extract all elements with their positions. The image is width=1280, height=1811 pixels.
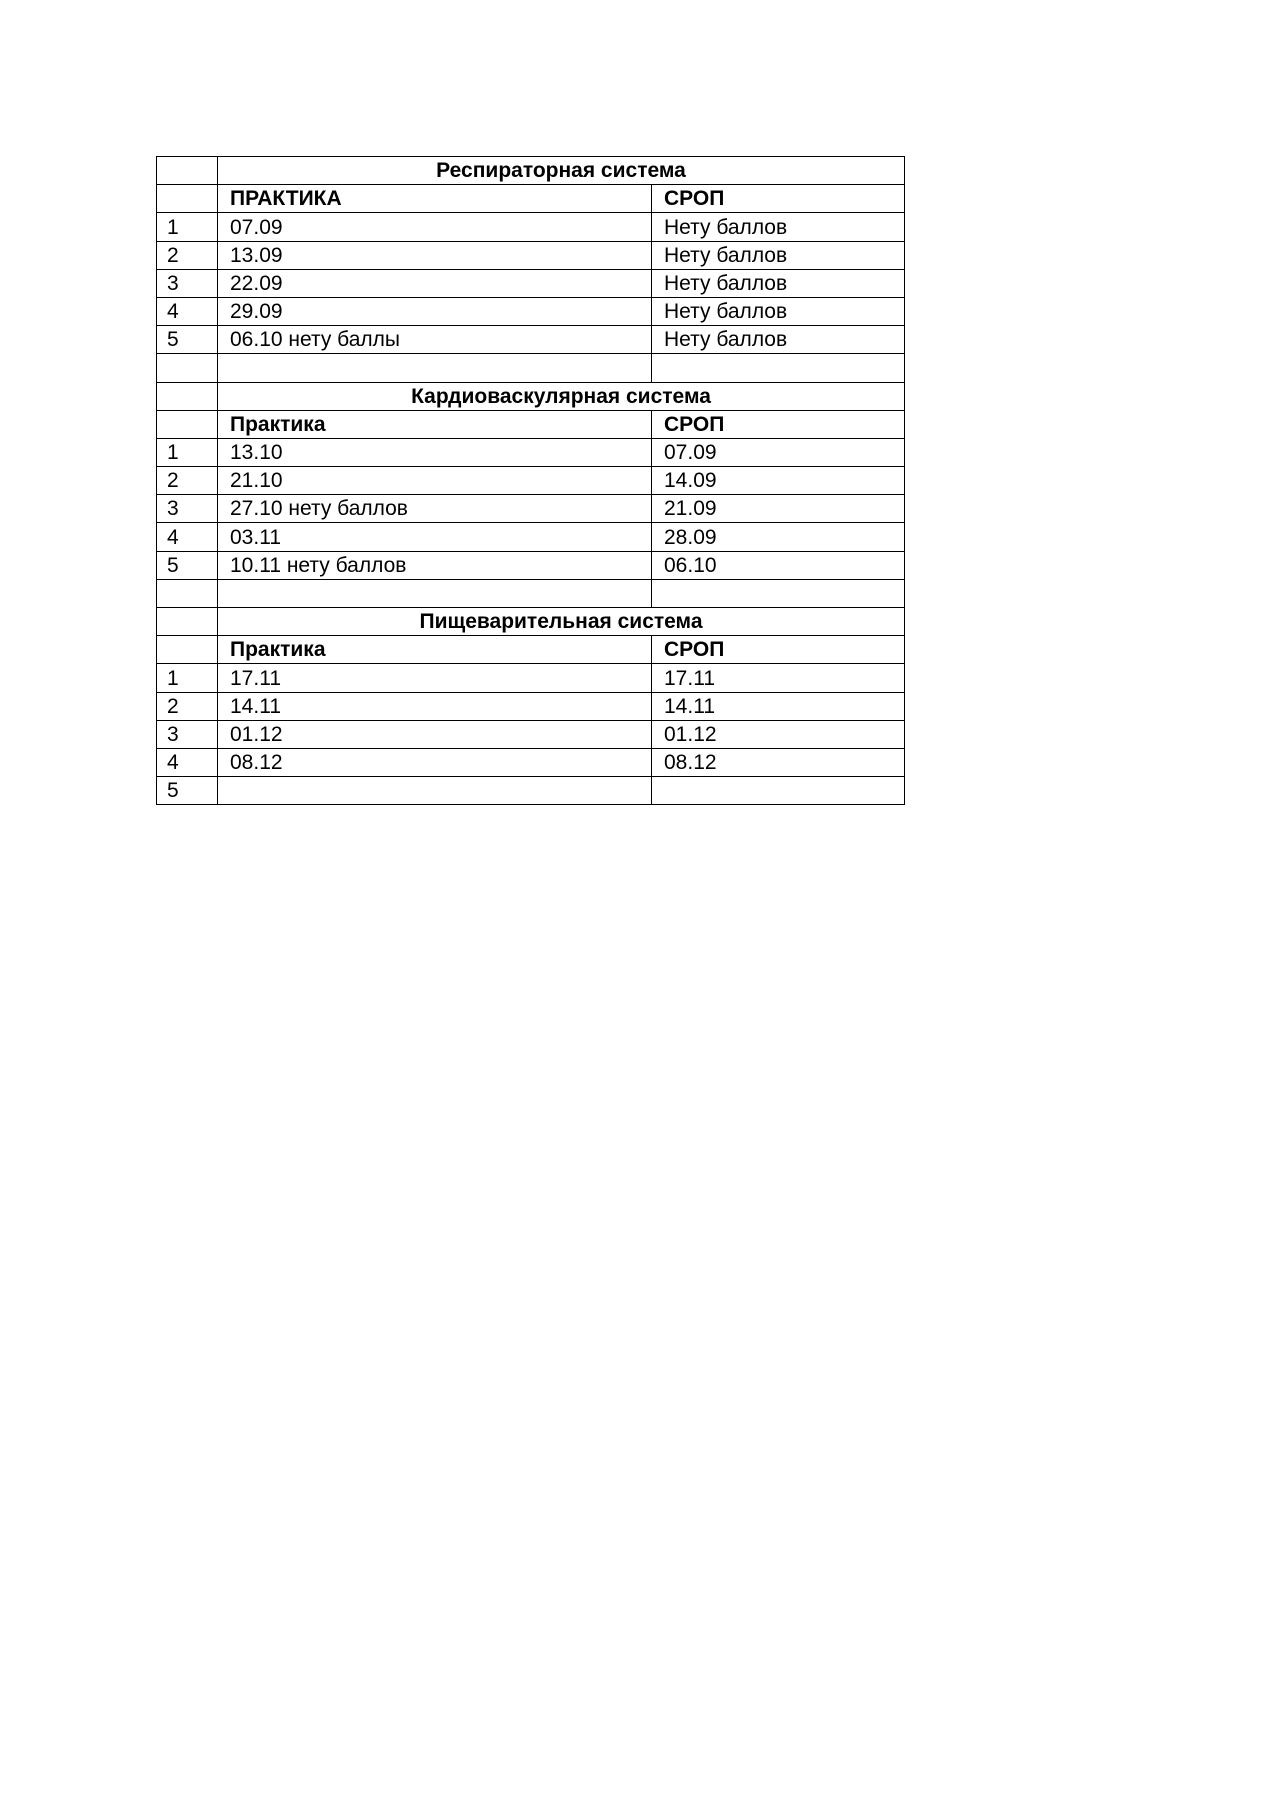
column-header-row	[157, 185, 905, 213]
practice-cell	[218, 777, 652, 805]
practice-cell: 21.10	[218, 467, 652, 495]
column-header-row	[157, 636, 905, 664]
practice-cell: 13.10	[218, 438, 652, 466]
empty-cell	[218, 354, 652, 382]
table-row	[157, 495, 905, 523]
empty-cell	[157, 579, 218, 607]
table-row	[157, 692, 905, 720]
row-number: 3	[157, 495, 218, 523]
srop-cell: Нету баллов	[652, 269, 905, 297]
srop-cell: Нету баллов	[652, 326, 905, 354]
section-title: Кардиоваскулярная система	[218, 382, 905, 410]
table-row	[157, 664, 905, 692]
empty-cell	[157, 354, 218, 382]
practice-cell: 10.11 нету баллов	[218, 551, 652, 579]
column-header-row	[157, 410, 905, 438]
table-row	[157, 326, 905, 354]
empty-cell	[652, 354, 905, 382]
empty-cell	[157, 636, 218, 664]
table-row	[157, 213, 905, 241]
srop-cell	[652, 777, 905, 805]
srop-cell: Нету баллов	[652, 213, 905, 241]
practice-cell: 07.09	[218, 213, 652, 241]
srop-cell: 07.09	[652, 438, 905, 466]
practice-cell: 29.09	[218, 297, 652, 325]
row-number: 4	[157, 297, 218, 325]
empty-cell	[157, 410, 218, 438]
empty-cell	[157, 382, 218, 410]
empty-cell	[157, 157, 218, 185]
section-title-row	[157, 157, 905, 185]
srop-header: СРОП	[652, 636, 905, 664]
row-number: 1	[157, 438, 218, 466]
row-number: 5	[157, 777, 218, 805]
srop-cell: 01.12	[652, 720, 905, 748]
row-number: 5	[157, 326, 218, 354]
practice-cell: 27.10 нету баллов	[218, 495, 652, 523]
practice-cell: 22.09	[218, 269, 652, 297]
practice-cell: 06.10 нету баллы	[218, 326, 652, 354]
srop-header: СРОП	[652, 410, 905, 438]
section-title-row	[157, 608, 905, 636]
srop-cell: 21.09	[652, 495, 905, 523]
srop-cell: 08.12	[652, 748, 905, 776]
practice-header: Практика	[218, 410, 652, 438]
practice-cell: 14.11	[218, 692, 652, 720]
table-row	[157, 467, 905, 495]
empty-cell	[157, 608, 218, 636]
row-number: 2	[157, 692, 218, 720]
row-number: 1	[157, 213, 218, 241]
table-row	[157, 523, 905, 551]
schedule-table	[156, 156, 905, 805]
table-row	[157, 297, 905, 325]
srop-cell: 28.09	[652, 523, 905, 551]
spacer-row	[157, 354, 905, 382]
practice-cell: 08.12	[218, 748, 652, 776]
section-title-row	[157, 382, 905, 410]
srop-cell: 14.09	[652, 467, 905, 495]
srop-cell: Нету баллов	[652, 297, 905, 325]
srop-header: СРОП	[652, 185, 905, 213]
spacer-row	[157, 579, 905, 607]
table-row	[157, 269, 905, 297]
srop-cell: 14.11	[652, 692, 905, 720]
row-number: 4	[157, 523, 218, 551]
empty-cell	[218, 579, 652, 607]
row-number: 2	[157, 241, 218, 269]
table-row	[157, 551, 905, 579]
srop-cell: Нету баллов	[652, 241, 905, 269]
table-row	[157, 720, 905, 748]
row-number: 4	[157, 748, 218, 776]
row-number: 2	[157, 467, 218, 495]
table-row	[157, 777, 905, 805]
row-number: 3	[157, 720, 218, 748]
section-title: Пищеварительная система	[218, 608, 905, 636]
row-number: 1	[157, 664, 218, 692]
practice-cell: 13.09	[218, 241, 652, 269]
empty-cell	[652, 579, 905, 607]
practice-cell: 03.11	[218, 523, 652, 551]
table-row	[157, 438, 905, 466]
empty-cell	[157, 185, 218, 213]
section-title: Респираторная система	[218, 157, 905, 185]
practice-header: ПРАКТИКА	[218, 185, 652, 213]
table-row	[157, 241, 905, 269]
row-number: 5	[157, 551, 218, 579]
practice-header: Практика	[218, 636, 652, 664]
row-number: 3	[157, 269, 218, 297]
srop-cell: 17.11	[652, 664, 905, 692]
practice-cell: 01.12	[218, 720, 652, 748]
table-row	[157, 748, 905, 776]
practice-cell: 17.11	[218, 664, 652, 692]
srop-cell: 06.10	[652, 551, 905, 579]
